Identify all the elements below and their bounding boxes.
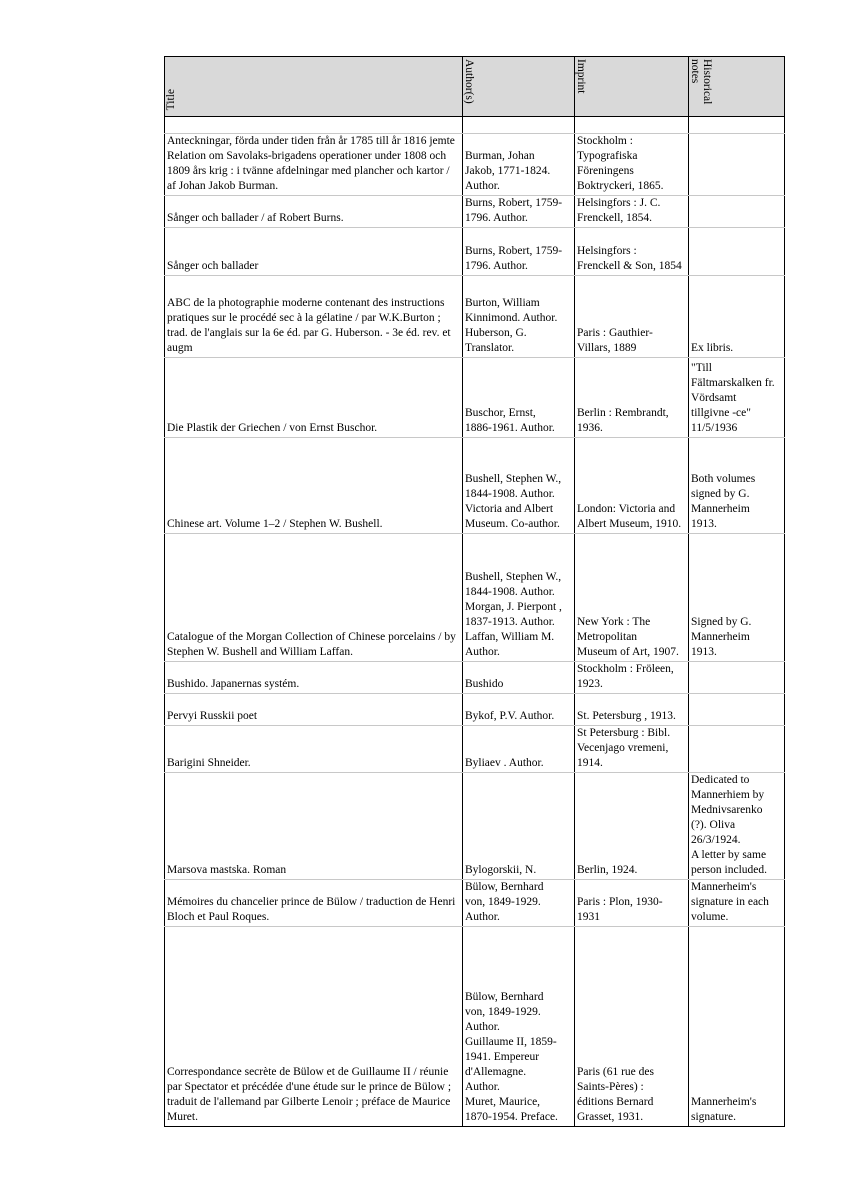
authors-cell: Burton, William Kinnimond. Author. Huberson, G. Translator. (463, 276, 575, 358)
title-cell: Catalogue of the Morgan Collection of Chinese porcelains / by Stephen W. Bushell and William Laffan. (165, 534, 463, 662)
imprint-cell: Paris : Plon, 1930- 1931 (575, 880, 689, 927)
table-row (165, 773, 785, 880)
title-cell: Chinese art. Volume 1–2 / Stephen W. Bushell. (165, 438, 463, 534)
table-header (165, 57, 785, 117)
table-body (165, 117, 785, 1127)
notes-cell (689, 662, 785, 694)
notes-cell: Both volumes signed by G. Mannerheim 1913. (689, 438, 785, 534)
imprint-cell: Paris (61 rue des Saints-Pères) : éditions Bernard Grasset, 1931. (575, 927, 689, 1127)
imprint-cell: Helsingfors : J. C. Frenckell, 1854. (575, 196, 689, 228)
authors-cell: Buschor, Ernst, 1886-1961. Author. (463, 358, 575, 438)
notes-cell: Mannerheim's signature in each volume. (689, 880, 785, 927)
notes-cell (689, 134, 785, 196)
authors-cell: Bushell, Stephen W., 1844-1908. Author. Morgan, J. Pierpont , 1837-1913. Author. Laffan, William M. Author. (463, 534, 575, 662)
notes-cell: Signed by G. Mannerheim 1913. (689, 534, 785, 662)
authors-cell: Bushell, Stephen W., 1844-1908. Author. Victoria and Albert Museum. Co-author. (463, 438, 575, 534)
notes-cell: Dedicated to Mannerhiem by Mednivsarenko (?). Oliva 26/3/1924. A letter by same person included. (689, 773, 785, 880)
title-cell: Anteckningar, förda under tiden från år 1785 till år 1816 jemte Relation om Savolaks-brigadens operationer under 1808 och 1809 års krig : i tvänne afdelningar med plancher och kartor / af Johan Jakob Burman. (165, 134, 463, 196)
table-row (165, 726, 785, 773)
authors-cell: Burns, Robert, 1759- 1796. Author. (463, 228, 575, 276)
imprint-cell: London: Victoria and Albert Museum, 1910. (575, 438, 689, 534)
notes-cell (689, 228, 785, 276)
imprint-cell: Paris : Gauthier- Villars, 1889 (575, 276, 689, 358)
spacer-row (165, 117, 785, 134)
column-header-authors (463, 57, 575, 117)
notes-cell (689, 694, 785, 726)
authors-cell: Bülow, Bernhard von, 1849-1929. Author. Guillaume II, 1859- 1941. Empereur d'Allemagne. Author. Muret, Maurice, 1870-1954. Preface. (463, 927, 575, 1127)
spacer-cell (165, 117, 463, 134)
table-row (165, 196, 785, 228)
title-cell: Mémoires du chancelier prince de Bülow / traduction de Henri Bloch et Paul Roques. (165, 880, 463, 927)
authors-cell: Bülow, Bernhard von, 1849-1929. Author. (463, 880, 575, 927)
table-row (165, 880, 785, 927)
title-cell: Bushido. Japanernas systém. (165, 662, 463, 694)
notes-cell: Ex libris. (689, 276, 785, 358)
authors-cell: Burman, Johan Jakob, 1771-1824. Author. (463, 134, 575, 196)
header-row (165, 57, 785, 117)
spacer-cell (463, 117, 575, 134)
spacer-cell (575, 117, 689, 134)
title-cell: Die Plastik der Griechen / von Ernst Buschor. (165, 358, 463, 438)
column-header-title (165, 57, 463, 117)
imprint-cell: Stockholm : Fröleen, 1923. (575, 662, 689, 694)
notes-cell: "Till Fältmarskalken fr. Vördsamt tillgivne -ce" 11/5/1936 (689, 358, 785, 438)
imprint-cell: St. Petersburg , 1913. (575, 694, 689, 726)
table-row (165, 134, 785, 196)
table-row (165, 534, 785, 662)
column-header-notes-label: Historical notes (689, 59, 713, 105)
table-row (165, 358, 785, 438)
column-header-historical-notes (689, 57, 785, 117)
title-cell: ABC de la photographie moderne contenant des instructions pratiques sur le procédé sec à la gélatine / par W.K.Burton ; trad. de l'anglais sur la 6e éd. par G. Huberson. - 3e éd. rev. et augm (165, 276, 463, 358)
table-row (165, 228, 785, 276)
authors-cell: Burns, Robert, 1759- 1796. Author. (463, 196, 575, 228)
catalog-table (164, 56, 785, 1127)
title-cell: Marsova mastska. Roman (165, 773, 463, 880)
authors-cell: Bylogorskii, N. (463, 773, 575, 880)
table-row (165, 662, 785, 694)
title-cell: Sånger och ballader / af Robert Burns. (165, 196, 463, 228)
notes-cell (689, 726, 785, 773)
column-header-authors-label: Author(s) (463, 59, 475, 104)
table-row (165, 694, 785, 726)
table-row (165, 276, 785, 358)
notes-cell (689, 196, 785, 228)
authors-cell: Bykof, P.V. Author. (463, 694, 575, 726)
title-cell: Sånger och ballader (165, 228, 463, 276)
imprint-cell: Helsingfors : Frenckell & Son, 1854 (575, 228, 689, 276)
authors-cell: Bushido (463, 662, 575, 694)
column-header-title-label: Title (165, 88, 177, 110)
column-header-imprint (575, 57, 689, 117)
table-row (165, 438, 785, 534)
table-row (165, 927, 785, 1127)
title-cell: Barigini Shneider. (165, 726, 463, 773)
column-header-imprint-label: Imprint (575, 59, 587, 94)
imprint-cell: Berlin : Rembrandt, 1936. (575, 358, 689, 438)
title-cell: Pervyi Russkii poet (165, 694, 463, 726)
imprint-cell: New York : The Metropolitan Museum of Art, 1907. (575, 534, 689, 662)
imprint-cell: Berlin, 1924. (575, 773, 689, 880)
imprint-cell: St Petersburg : Bibl. Vecenjago vremeni, 1914. (575, 726, 689, 773)
imprint-cell: Stockholm : Typografiska Föreningens Boktryckeri, 1865. (575, 134, 689, 196)
title-cell: Correspondance secrète de Bülow et de Guillaume II / réunie par Spectator et précédée d'une étude sur le prince de Bülow ; traduit de l'allemand par Gilberte Lenoir ; préface de Maurice Muret. (165, 927, 463, 1127)
authors-cell: Byliaev . Author. (463, 726, 575, 773)
notes-cell: Mannerheim's signature. (689, 927, 785, 1127)
spacer-cell (689, 117, 785, 134)
